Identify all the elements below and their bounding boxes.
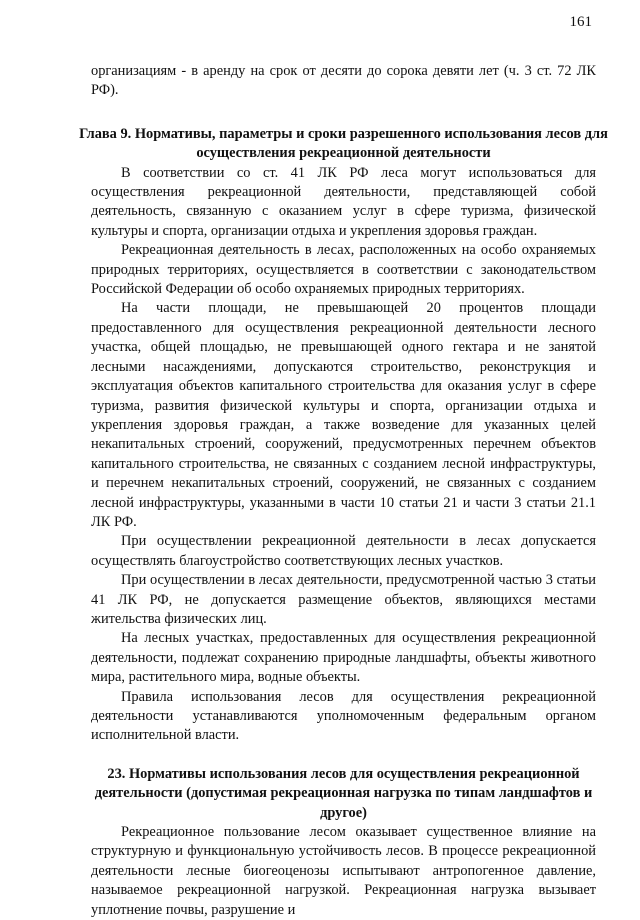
chapter-paragraph-2: Рекреационная деятельность в лесах, расположенных на особо охраняемых природных территориях, осуществляется в соответствии с законодательством Российской Федерации об особо охраняемых природных территориях. xyxy=(91,242,596,298)
chapter-paragraph-5: При осуществлении в лесах деятельности, предусмотренной частью 3 статьи 41 ЛК РФ, не допускается размещение объектов, являющихся местами жительства физических лиц. xyxy=(91,572,596,627)
chapter-heading: Глава 9. Нормативы, параметры и сроки разрешенного использования лесов для осуществления рекреационной деятельности xyxy=(79,125,608,162)
page-number: 161 xyxy=(569,14,592,30)
section-paragraph-1: Рекреационное пользование лесом оказывает существенное влияние на структурную и функциональную устойчивость лесов. В процессе рекреационной деятельности лесные биогеоценозы испытывают антропогенное давление, называемое рекреационной нагрузкой. Рекреационная нагрузка вызывает уплотнение почвы, разрушение и xyxy=(91,824,596,918)
section-heading: 23. Нормативы использования лесов для осуществления рекреационной деятельности (допустимая рекреационная нагрузка по типам ландшафтов и другое) xyxy=(94,765,593,821)
chapter-paragraph-3: На части площади, не превышающей 20 процентов площади предоставленного для осуществления рекреационной деятельности лесного участка, общей площадью, не превышающей одного гектара и не занятой лесными насаждениями, допускаются строительство, реконструкция и эксплуатация объектов капитального строительства для оказания услуг в сфере туризма, развития физической культуры и спорта, организации отдыха и укрепления здоровья граждан, а также возведение для указанных целей некапитальных строений, сооружений, предусмотренных перечнем объектов капитального строительства, не связанных с созданием лесной инфраструктуры, и перечнем некапитальных строений, сооружений, не связанных с созданием лесной инфраструктуры, указанными в части 10 статьи 21 и части 3 статьи 21.1 ЛК РФ. xyxy=(91,300,596,530)
intro-paragraph: организациям - в аренду на срок от десяти до сорока девяти лет (ч. 3 ст. 72 ЛК РФ). xyxy=(91,63,596,99)
chapter-paragraph-7: Правила использования лесов для осуществления рекреационной деятельности устанавливаются уполномоченным федеральным органом исполнительной власти. xyxy=(91,688,596,744)
chapter-paragraph-4: При осуществлении рекреационной деятельности в лесах допускается осуществлять благоустройство соответствующих лесных участков. xyxy=(91,533,596,569)
chapter-paragraph-6: На лесных участках, предоставленных для осуществления рекреационной деятельности, подлежат сохранению природные ландшафты, объекты животного мира, растительного мира, водные объекты. xyxy=(91,630,596,686)
page-content xyxy=(79,62,608,920)
chapter-paragraph-1: В соответствии со ст. 41 ЛК РФ леса могут использоваться для осуществления рекреационной деятельности, представляющей собой деятельность, связанную с оказанием услуг в сфере туризма, физической культуры и спорта, организации отдыха и укрепления здоровья граждан. xyxy=(91,164,596,239)
